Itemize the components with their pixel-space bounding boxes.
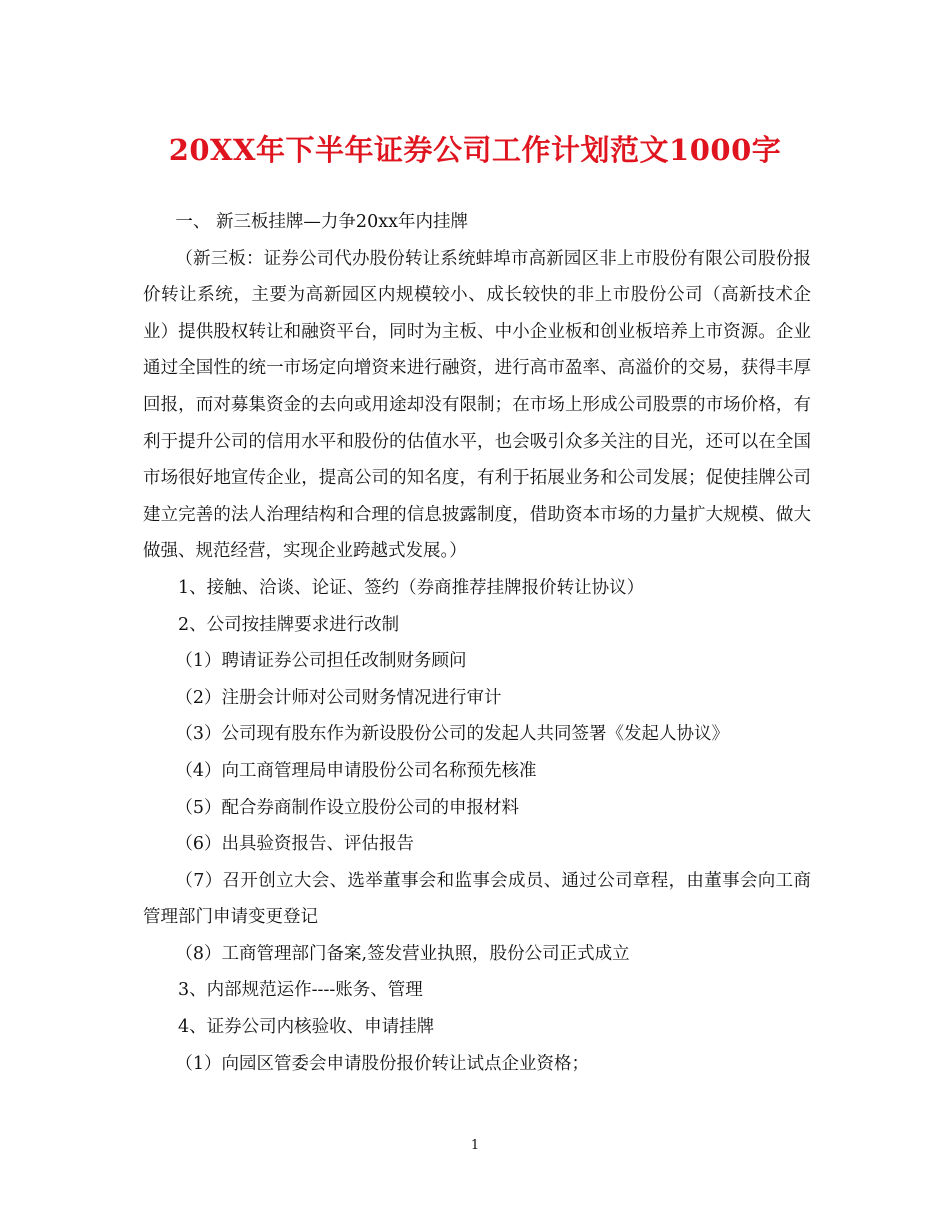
list-item: 2、公司按挂牌要求进行改制 (178, 614, 400, 635)
list-item: （8）工商管理部门备案,签发营业执照，股份公司正式成立 (175, 943, 630, 964)
section-heading-1: 一、 新三板挂牌—力争20xx年内挂牌 (175, 212, 468, 232)
list-item: （3）公司现有股东作为新设股份公司的发起人共同签署《发起人协议》 (175, 724, 730, 745)
list-item: 1、接触、洽谈、论证、签约（券商推荐挂牌报价转让协议） (178, 577, 645, 598)
paragraph-intro: （新三板：证券公司代办股份转让系统蚌埠市高新园区非上市股份有限公司股份报价转让系统，主要为高新园区内规模较小、成长较快的非上市股份公司（高新技术企业）提供股权转让和融资平台，同时为主板、中小企业板和创业板培养上市资源。企业通过全国性的统一市场定向增资来进行融资，进行高市盈率、高溢价的交易，获得丰厚回报，而对募集资金的去向或用途却没有限制；在市场上形成公司股票的市场价格，有利于提升公司的信用水平和股份的估值水平，也会吸引众多关注的目光，还可以在全国市场很好地宣传企业，提高公司的知名度，有利于拓展业务和公司发展；促使挂牌公司建立完善的法人治理结构和合理的信息披露制度，借助资本市场的力量扩大规模、做大做强、规范经营，实现企业跨越式发展。） (143, 248, 811, 562)
document-title: 20XX年下半年证券公司工作计划范文1000字 (168, 133, 782, 167)
list-item: （6）出具验资报告、评估报告 (175, 834, 415, 855)
page-number: 1 (470, 1138, 480, 1153)
list-item: （2）注册会计师对公司财务情况进行审计 (175, 687, 502, 708)
list-item: （7）召开创立大会、选举董事会和监事会成员、通过公司章程，由董事会向工商管理部门申请变更登记 (143, 870, 811, 928)
list-item: 3、内部规范运作----账务、管理 (178, 980, 423, 1001)
list-item: 4、证券公司内核验收、申请挂牌 (178, 1017, 435, 1038)
document-body (143, 204, 811, 1082)
list-item: （5）配合券商制作设立股份公司的申报材料 (175, 797, 520, 818)
list-item: （1）向园区管委会申请股份报价转让试点企业资格； (175, 1053, 590, 1074)
list-item: （4）向工商管理局申请股份公司名称预先核准 (175, 760, 537, 781)
list-item: （1）聘请证券公司担任改制财务顾问 (175, 651, 467, 672)
